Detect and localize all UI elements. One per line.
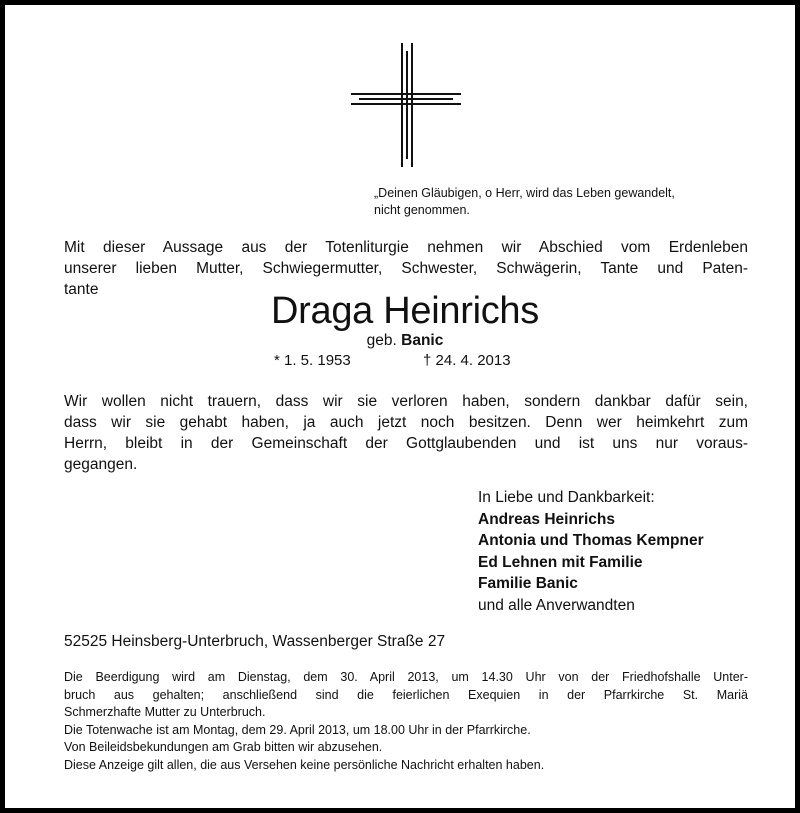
birth-date: * 1. 5. 1953 — [274, 352, 351, 369]
intro-line: Mit dieser Aussage aus der Totenliturgie nehmen wir Abschied vom Erdenleben — [64, 239, 748, 256]
verse-line: Herrn, bleibt in der Gemeinschaft der Gottglaubenden und ist uns nur voraus- — [64, 435, 748, 452]
funeral-line: bruch aus gehalten; anschließend sind die feierlichen Exequien in der Pfarrkirche St. Mariä — [64, 687, 748, 702]
verse-line: gegangen. — [64, 456, 138, 473]
funeral-notes — [64, 669, 748, 774]
wake-note: Die Totenwache ist am Montag, dem 29. April 2013, um 18.00 Uhr in der Pfarrkirche. — [64, 722, 531, 737]
intro-line: unserer lieben Mutter, Schwiegermutter, Schwester, Schwägerin, Tante und Paten- — [64, 260, 748, 277]
maiden-name — [5, 331, 800, 351]
quote-line: nicht genommen. — [374, 203, 470, 217]
funeral-line: Schmerzhafte Mutter zu Unterbruch. — [64, 705, 266, 719]
maiden-surname: Banic — [401, 332, 444, 349]
intro-line: tante — [64, 281, 99, 298]
family-address: 52525 Heinsberg-Unterbruch, Wassenberger Straße 27 — [64, 633, 446, 650]
quote-line: „Deinen Gläubigen, o Herr, wird das Leben gewandelt, — [374, 186, 675, 200]
mourners-block — [478, 487, 704, 616]
latin-cross-icon — [351, 43, 461, 167]
mourner-name: Ed Lehnen mit Familie — [478, 553, 643, 571]
mourner-name: Andreas Heinrichs — [478, 510, 615, 528]
mourners-intro: In Liebe und Dankbarkeit: — [478, 489, 655, 506]
mourner-name: Familie Banic — [478, 575, 578, 592]
mourner-name: Antonia und Thomas Kempner — [478, 532, 704, 549]
verse-line: Wir wollen nicht trauern, dass wir sie verloren haben, sondern dankbar dafür sein, — [64, 393, 748, 410]
verse-line: dass wir sie gehabt haben, ja auch jetzt noch besitzen. Denn wer heimkehrt zum — [64, 414, 748, 431]
bible-quote — [374, 185, 675, 219]
death-date: † 24. 4. 2013 — [423, 352, 511, 369]
funeral-line: Die Beerdigung wird am Dienstag, dem 30. April 2013, um 14.30 Uhr von der Friedhofshalle Unter- — [64, 670, 748, 684]
verse-paragraph — [64, 391, 748, 475]
deceased-name: Draga Heinrichs — [271, 290, 539, 332]
maiden-prefix: geb. — [366, 332, 397, 349]
mourners-closing: und alle Anverwandten — [478, 596, 635, 614]
condolence-note: Von Beileidsbekundungen am Grab bitten wir abzusehen. — [64, 740, 383, 754]
notice-note: Diese Anzeige gilt allen, die aus Versehen keine persönliche Nachricht erhalten haben. — [64, 757, 545, 772]
